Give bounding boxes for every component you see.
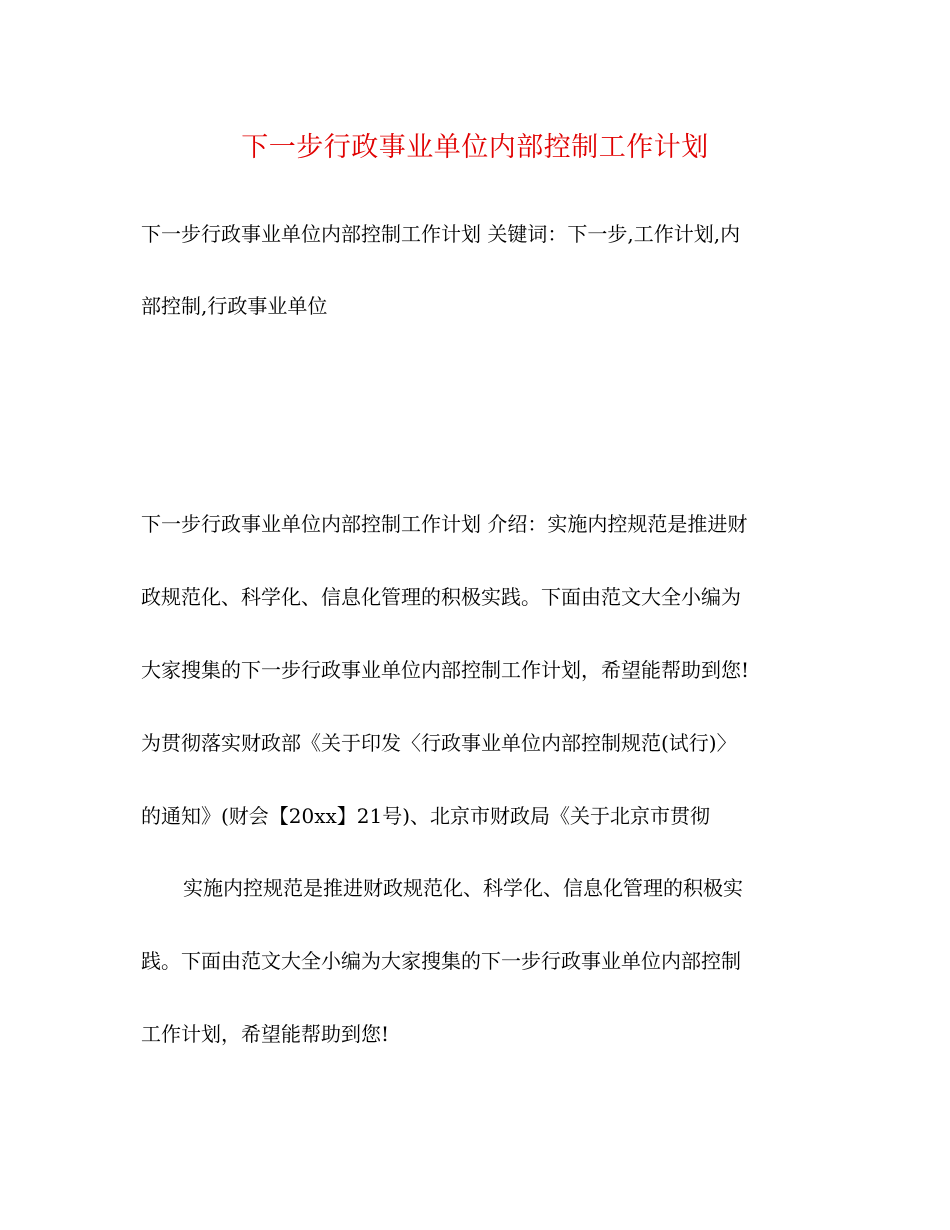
- intro-line-1: 下一步行政事业单位内部控制工作计划 介绍：实施内控规范是推进财: [141, 512, 748, 536]
- intro-line-2: 政规范化、科学化、信息化管理的积极实践。下面由范文大全小编为: [141, 585, 741, 609]
- document-title: 下一步行政事业单位内部控制工作计划: [241, 132, 709, 163]
- keywords-line-1: 下一步行政事业单位内部控制工作计划 关键词：下一步,工作计划,内: [141, 222, 741, 246]
- intro-line-4: 为贯彻落实财政部《关于印发〈行政事业单位内部控制规范(试行)〉: [141, 731, 737, 755]
- body-paragraph-line-2: 践。下面由范文大全小编为大家搜集的下一步行政事业单位内部控制: [141, 949, 741, 973]
- intro-line-5: 的通知》(财会【20xx】21号)、北京市财政局《关于北京市贯彻: [141, 804, 711, 828]
- intro-line-3: 大家搜集的下一步行政事业单位内部控制工作计划，希望能帮助到您!: [141, 658, 750, 682]
- body-paragraph-line-1: 实施内控规范是推进财政规范化、科学化、信息化管理的积极实: [183, 876, 743, 900]
- body-paragraph-line-3: 工作计划，希望能帮助到您!: [141, 1022, 390, 1046]
- keywords-line-2: 部控制,行政事业单位: [141, 294, 328, 318]
